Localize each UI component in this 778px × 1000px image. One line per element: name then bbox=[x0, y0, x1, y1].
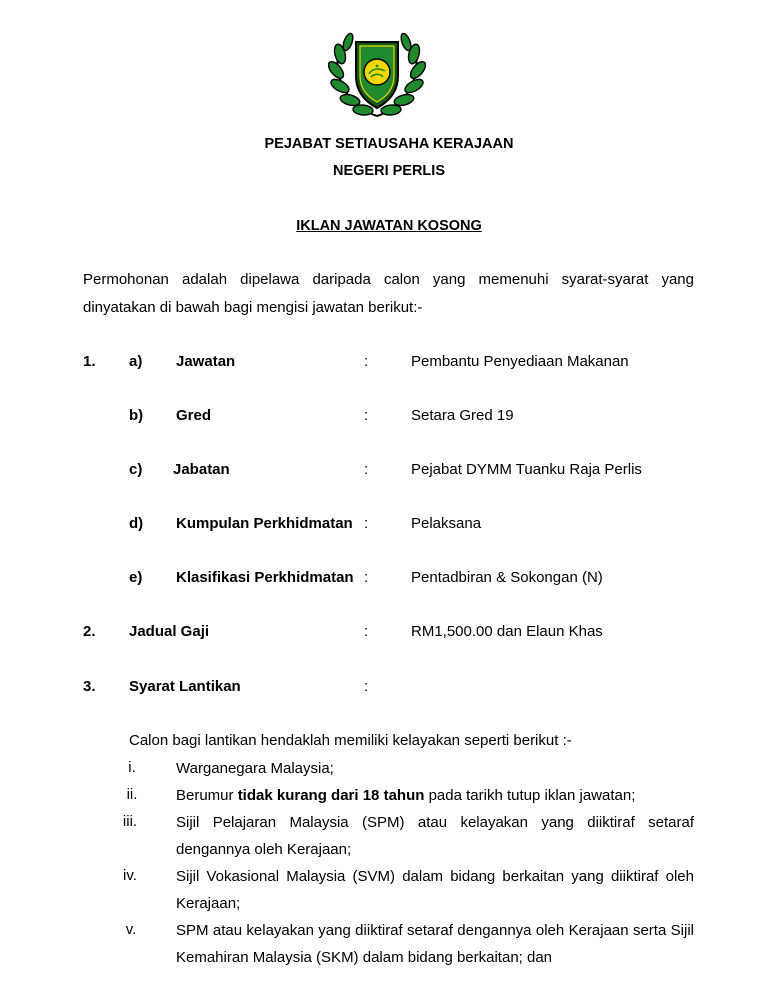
list-number: v. bbox=[125, 921, 137, 938]
list-item: Sijil Vokasional Malaysia (SVM) dalam bidang berkaitan yang diiktiraf oleh Kerajaan; bbox=[176, 868, 694, 912]
item-colon: : bbox=[364, 623, 369, 640]
item-colon: : bbox=[364, 461, 369, 478]
list-number: ii. bbox=[126, 786, 138, 803]
list-item-emphasis: tidak kurang dari 18 tahun bbox=[237, 787, 425, 804]
perlis-crest-icon bbox=[328, 24, 426, 120]
item-value: Pentadbiran & Sokongan (N) bbox=[411, 569, 603, 586]
requirements-intro: Calon bagi lantikan hendaklah memiliki kelayakan seperti berikut :- bbox=[129, 732, 572, 749]
item-colon: : bbox=[364, 407, 369, 424]
item-label: Jabatan bbox=[173, 461, 230, 478]
list-item bbox=[176, 782, 694, 809]
sub-letter: c) bbox=[129, 461, 143, 478]
list-item-text: Berumur bbox=[176, 787, 238, 804]
intro-paragraph: Permohonan adalah dipelawa daripada calon yang memenuhi syarat-syarat yang dinyatakan di bawah bagi mengisi jawatan berikut:- bbox=[83, 271, 694, 316]
list-item: Sijil Pelajaran Malaysia (SPM) atau kelayakan yang diiktiraf setaraf dengannya oleh Kerajaan; bbox=[176, 814, 694, 858]
item-colon: : bbox=[364, 515, 369, 532]
list-number: i. bbox=[128, 759, 136, 776]
item-colon: : bbox=[364, 353, 369, 370]
item-colon: : bbox=[364, 569, 369, 586]
item-colon: : bbox=[364, 678, 369, 695]
item-label: Syarat Lantikan bbox=[129, 678, 241, 695]
item-number: 1. bbox=[83, 353, 96, 370]
item-value: Pejabat DYMM Tuanku Raja Perlis bbox=[411, 461, 642, 478]
office-title-line2: NEGERI PERLIS bbox=[333, 163, 445, 179]
item-number: 3. bbox=[83, 678, 96, 695]
item-number: 2. bbox=[83, 623, 96, 640]
list-item: Warganegara Malaysia; bbox=[176, 760, 334, 777]
list-item-text: pada tarikh tutup iklan jawatan; bbox=[424, 787, 636, 804]
item-value: Setara Gred 19 bbox=[411, 407, 514, 424]
emblem-circle bbox=[364, 59, 390, 85]
item-label: Klasifikasi Perkhidmatan bbox=[176, 569, 354, 586]
item-value: RM1,500.00 dan Elaun Khas bbox=[411, 623, 603, 640]
office-title-line1: PEJABAT SETIAUSAHA KERAJAAN bbox=[264, 136, 514, 152]
item-value: Pembantu Penyediaan Makanan bbox=[411, 353, 629, 370]
list-number: iv. bbox=[123, 867, 137, 884]
sub-letter: b) bbox=[129, 407, 144, 424]
item-label: Gred bbox=[176, 407, 212, 424]
item-label: Jadual Gaji bbox=[129, 623, 210, 640]
sub-letter: e) bbox=[129, 569, 143, 586]
item-label: Jawatan bbox=[176, 353, 236, 370]
list-item: SPM atau kelayakan yang diiktiraf setaraf dengannya oleh Kerajaan serta Sijil Kemahiran Malaysia (SKM) dalam bidang berkaitan; dan bbox=[176, 922, 694, 966]
page-title bbox=[0, 218, 778, 234]
list-number: iii. bbox=[122, 813, 138, 830]
sub-letter: d) bbox=[129, 515, 144, 532]
sub-letter: a) bbox=[129, 353, 143, 370]
item-label: Kumpulan Perkhidmatan bbox=[176, 515, 353, 532]
page-title-text: IKLAN JAWATAN KOSONG bbox=[296, 218, 482, 234]
item-value: Pelaksana bbox=[411, 515, 482, 532]
